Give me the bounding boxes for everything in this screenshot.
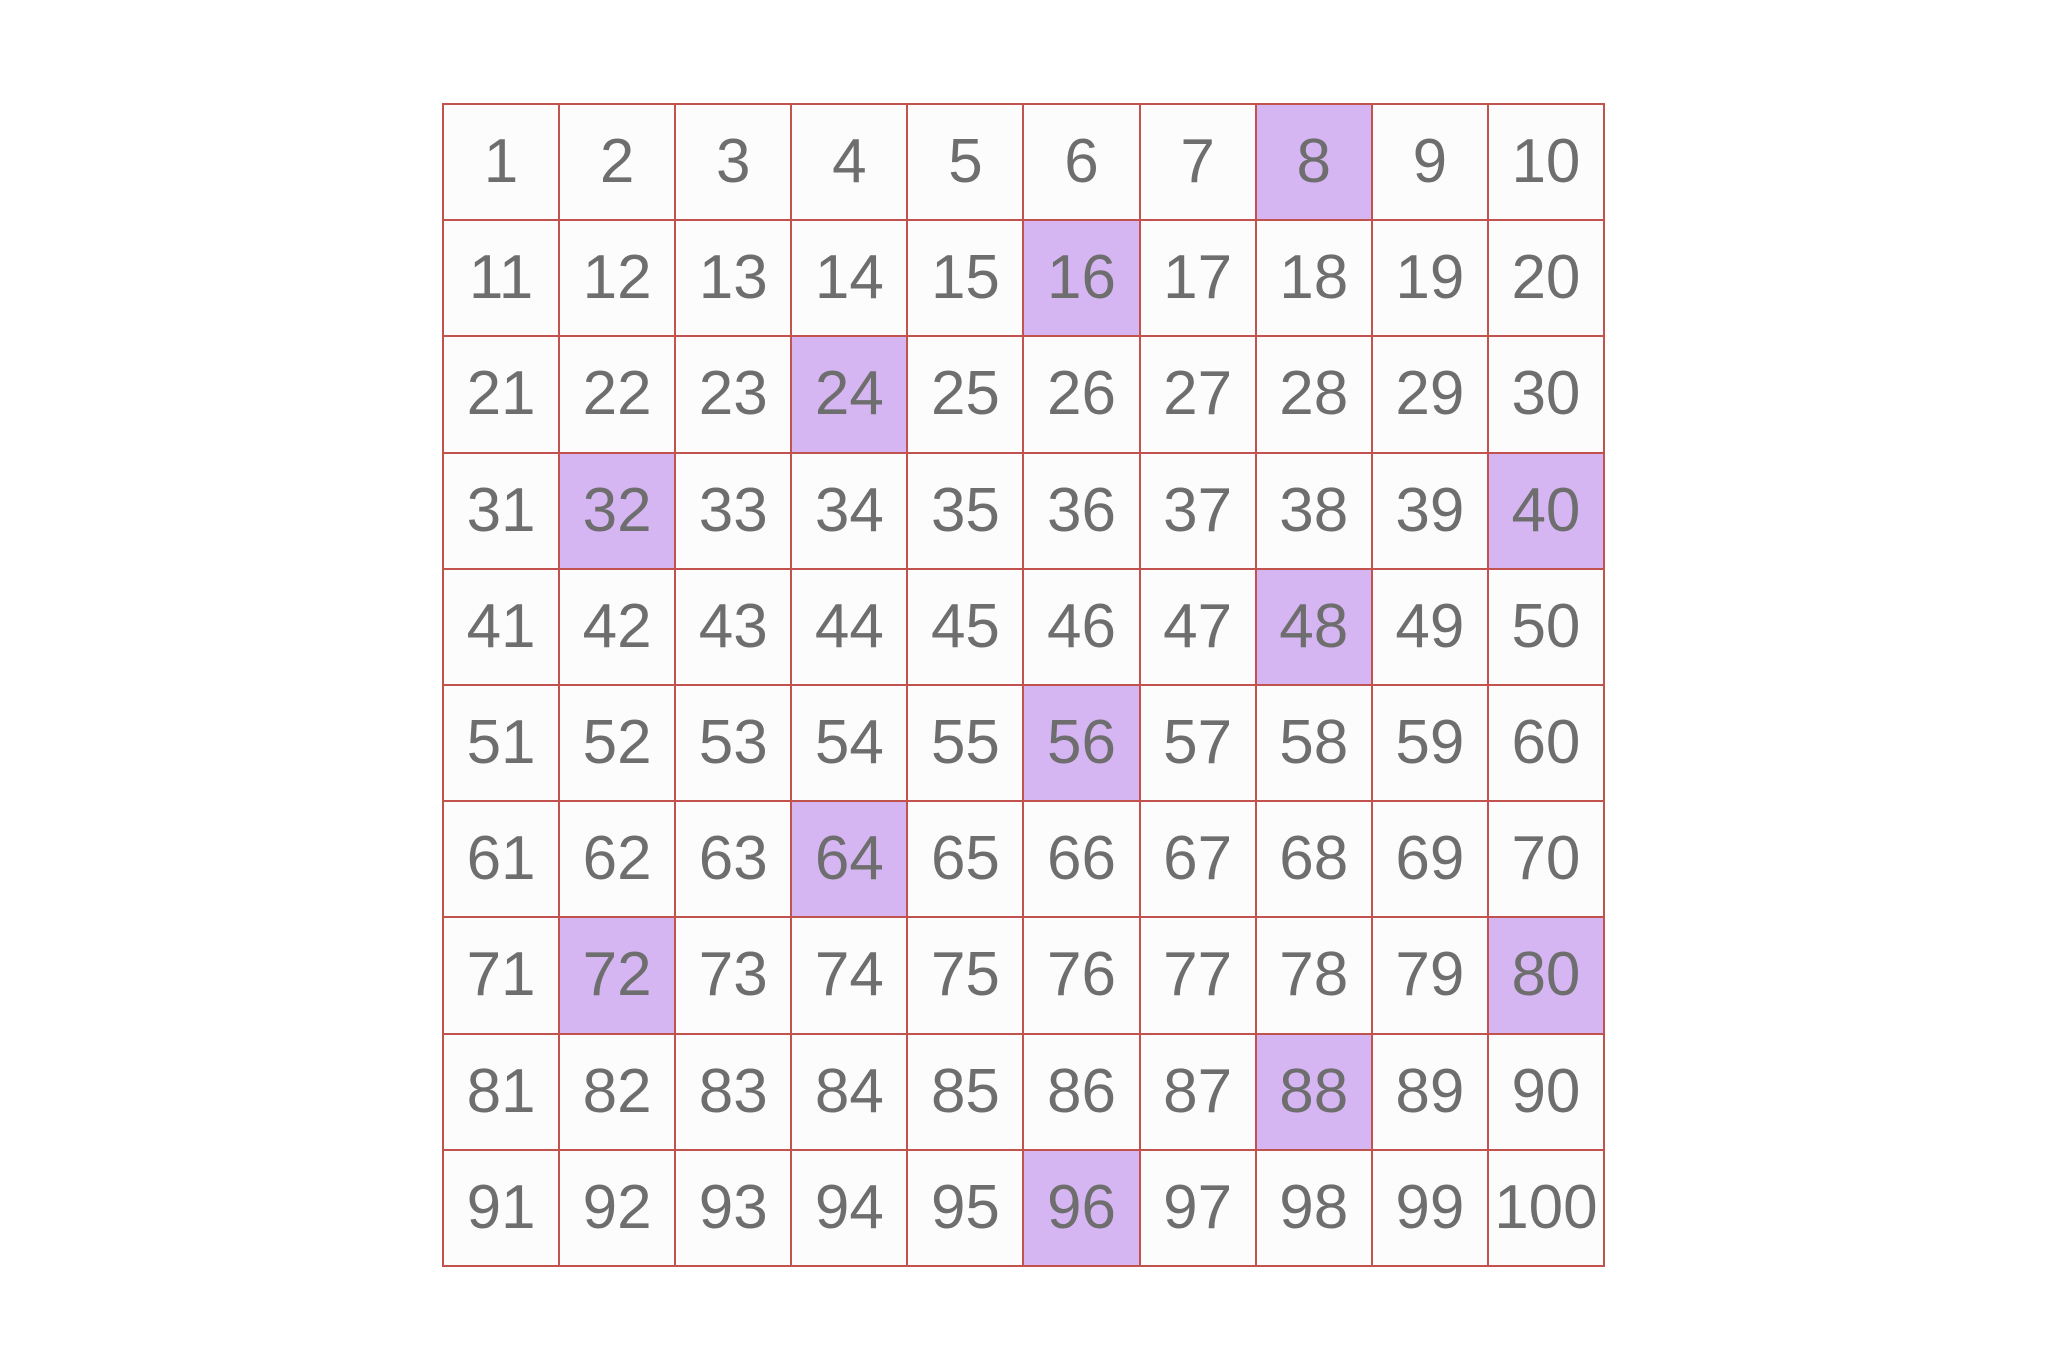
grid-cell-5: 5 (908, 105, 1022, 219)
grid-cell-92: 92 (560, 1151, 674, 1265)
grid-cell-11: 11 (444, 221, 558, 335)
grid-cell-16: 16 (1024, 221, 1138, 335)
grid-cell-63: 63 (676, 802, 790, 916)
grid-cell-49: 49 (1373, 570, 1487, 684)
grid-cell-50: 50 (1489, 570, 1603, 684)
grid-cell-43: 43 (676, 570, 790, 684)
grid-cell-83: 83 (676, 1035, 790, 1149)
grid-cell-7: 7 (1141, 105, 1255, 219)
grid-cell-99: 99 (1373, 1151, 1487, 1265)
grid-cell-10: 10 (1489, 105, 1603, 219)
grid-cell-26: 26 (1024, 337, 1138, 451)
grid-cell-29: 29 (1373, 337, 1487, 451)
grid-cell-76: 76 (1024, 918, 1138, 1032)
grid-cell-69: 69 (1373, 802, 1487, 916)
grid-cell-40: 40 (1489, 454, 1603, 568)
grid-cell-33: 33 (676, 454, 790, 568)
grid-cell-37: 37 (1141, 454, 1255, 568)
grid-cell-6: 6 (1024, 105, 1138, 219)
grid-cell-15: 15 (908, 221, 1022, 335)
grid-cell-89: 89 (1373, 1035, 1487, 1149)
grid-cell-21: 21 (444, 337, 558, 451)
grid-cell-96: 96 (1024, 1151, 1138, 1265)
grid-cell-9: 9 (1373, 105, 1487, 219)
grid-cell-57: 57 (1141, 686, 1255, 800)
grid-cell-42: 42 (560, 570, 674, 684)
grid-cell-17: 17 (1141, 221, 1255, 335)
grid-cell-59: 59 (1373, 686, 1487, 800)
grid-cell-23: 23 (676, 337, 790, 451)
grid-cell-86: 86 (1024, 1035, 1138, 1149)
grid-cell-66: 66 (1024, 802, 1138, 916)
grid-cell-3: 3 (676, 105, 790, 219)
grid-cell-20: 20 (1489, 221, 1603, 335)
grid-cell-34: 34 (792, 454, 906, 568)
grid-cell-54: 54 (792, 686, 906, 800)
grid-cell-52: 52 (560, 686, 674, 800)
grid-cell-90: 90 (1489, 1035, 1603, 1149)
grid-cell-44: 44 (792, 570, 906, 684)
grid-cell-56: 56 (1024, 686, 1138, 800)
grid-cell-25: 25 (908, 337, 1022, 451)
grid-cell-22: 22 (560, 337, 674, 451)
grid-cell-39: 39 (1373, 454, 1487, 568)
grid-cell-61: 61 (444, 802, 558, 916)
grid-cell-24: 24 (792, 337, 906, 451)
grid-cell-27: 27 (1141, 337, 1255, 451)
grid-cell-53: 53 (676, 686, 790, 800)
grid-cell-55: 55 (908, 686, 1022, 800)
grid-cell-18: 18 (1257, 221, 1371, 335)
grid-cell-67: 67 (1141, 802, 1255, 916)
grid-cell-58: 58 (1257, 686, 1371, 800)
grid-cell-85: 85 (908, 1035, 1022, 1149)
grid-cell-46: 46 (1024, 570, 1138, 684)
hundred-chart-grid (442, 103, 1605, 1267)
grid-cell-47: 47 (1141, 570, 1255, 684)
grid-cell-48: 48 (1257, 570, 1371, 684)
grid-cell-71: 71 (444, 918, 558, 1032)
grid-cell-79: 79 (1373, 918, 1487, 1032)
grid-cell-97: 97 (1141, 1151, 1255, 1265)
grid-cell-35: 35 (908, 454, 1022, 568)
grid-cell-4: 4 (792, 105, 906, 219)
grid-cell-80: 80 (1489, 918, 1603, 1032)
grid-cell-45: 45 (908, 570, 1022, 684)
grid-cell-8: 8 (1257, 105, 1371, 219)
grid-cell-74: 74 (792, 918, 906, 1032)
grid-cell-31: 31 (444, 454, 558, 568)
grid-cell-77: 77 (1141, 918, 1255, 1032)
grid-cell-19: 19 (1373, 221, 1487, 335)
grid-cell-32: 32 (560, 454, 674, 568)
grid-cell-65: 65 (908, 802, 1022, 916)
grid-cell-36: 36 (1024, 454, 1138, 568)
grid-cell-38: 38 (1257, 454, 1371, 568)
grid-cell-98: 98 (1257, 1151, 1371, 1265)
grid-cell-70: 70 (1489, 802, 1603, 916)
grid-cell-81: 81 (444, 1035, 558, 1149)
grid-cell-14: 14 (792, 221, 906, 335)
grid-cell-12: 12 (560, 221, 674, 335)
grid-cell-60: 60 (1489, 686, 1603, 800)
grid-cell-91: 91 (444, 1151, 558, 1265)
grid-cell-78: 78 (1257, 918, 1371, 1032)
grid-cell-75: 75 (908, 918, 1022, 1032)
grid-cell-13: 13 (676, 221, 790, 335)
grid-cell-68: 68 (1257, 802, 1371, 916)
grid-cell-73: 73 (676, 918, 790, 1032)
grid-cell-41: 41 (444, 570, 558, 684)
grid-cell-84: 84 (792, 1035, 906, 1149)
grid-cell-1: 1 (444, 105, 558, 219)
grid-cell-72: 72 (560, 918, 674, 1032)
grid-cell-94: 94 (792, 1151, 906, 1265)
grid-cell-93: 93 (676, 1151, 790, 1265)
grid-cell-100: 100 (1489, 1151, 1603, 1265)
grid-cell-88: 88 (1257, 1035, 1371, 1149)
grid-cell-82: 82 (560, 1035, 674, 1149)
grid-cell-87: 87 (1141, 1035, 1255, 1149)
grid-cell-95: 95 (908, 1151, 1022, 1265)
grid-cell-30: 30 (1489, 337, 1603, 451)
grid-cell-51: 51 (444, 686, 558, 800)
grid-cell-2: 2 (560, 105, 674, 219)
grid-cell-62: 62 (560, 802, 674, 916)
grid-cell-28: 28 (1257, 337, 1371, 451)
grid-cell-64: 64 (792, 802, 906, 916)
